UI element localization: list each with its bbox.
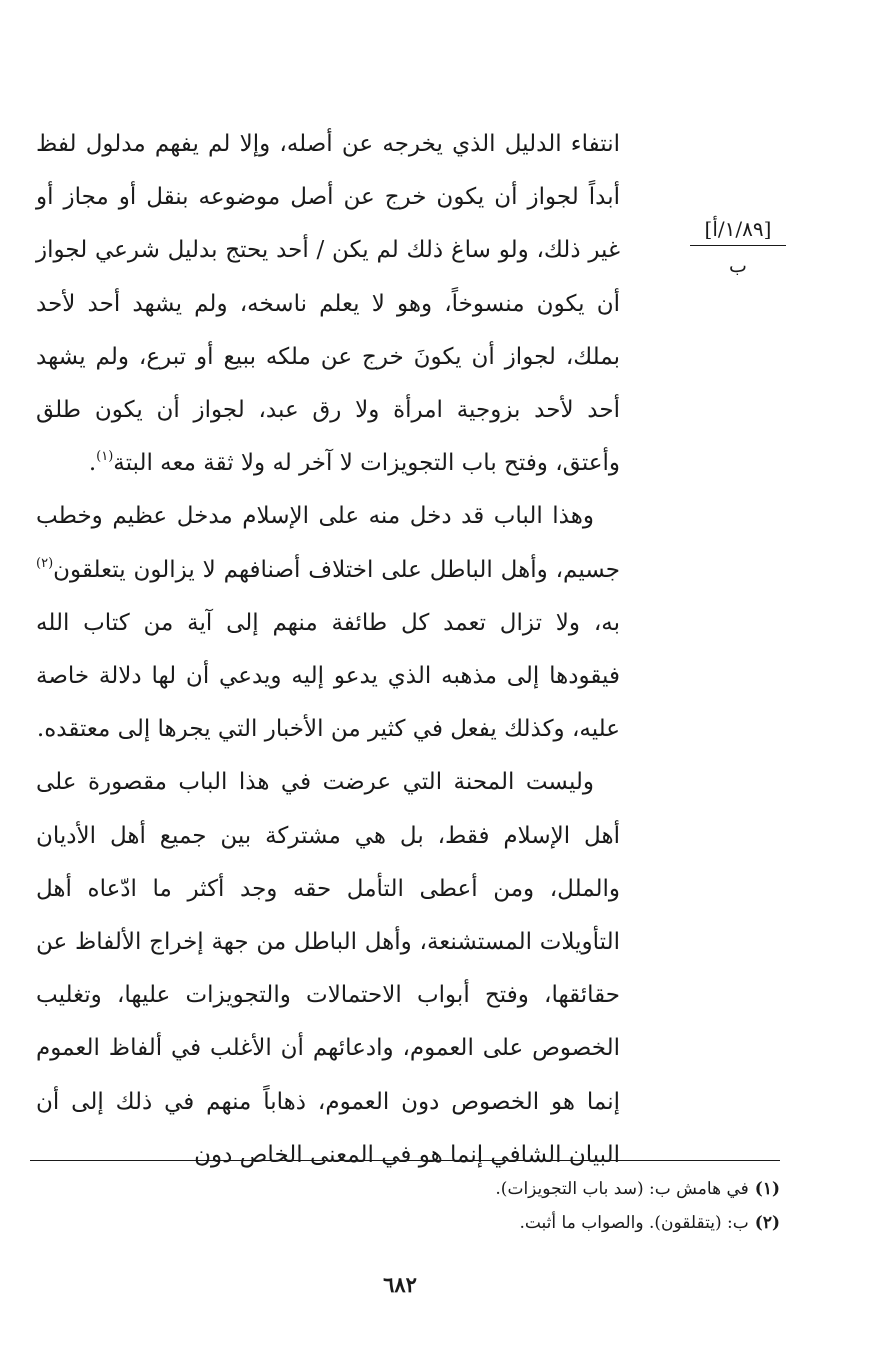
paragraph-2-text-before: وهذا الباب قد دخل منه على الإسلام مدخل عظيم وخطب جسيم، وأهل الباطل على اختلاف أصنافهم لا يزالون يتعلقون	[36, 503, 620, 583]
manuscript-siglum: ب	[729, 255, 747, 277]
page-number: ٦٨٢	[383, 1272, 417, 1297]
footnotes-section	[30, 1172, 780, 1240]
paragraph-1-tail: .	[88, 450, 97, 477]
paragraph-3-text: وليست المحنة التي عرضت في هذا الباب مقصورة على أهل الإسلام فقط، بل هي مشتركة بين جميع أهل الأديان والملل، ومن أعطى التأمل حقه وجد أكثر ما ادّعاه أهل التأويلات المستشنعة، وأهل الباطل من جهة إخراج الألفاظ عن حقائقها، وفتح أبواب الاحتمالات والتجويزات عليها، وتغليب الخصوص على العموم، وادعائهم أن الأغلب في ألفاظ العموم إنما هو الخصوص دون العموم، ذهاباً منهم في ذلك إلى أن البيان الشافي إنما هو في المعنى الخاص دون	[36, 769, 620, 1168]
footnote-1-number: (١)	[754, 1179, 780, 1199]
footnote-2-text: ب: (يتقلقون). والصواب ما أثبت.	[519, 1213, 749, 1233]
paragraph-1	[36, 118, 620, 490]
paragraph-1-text: انتفاء الدليل الذي يخرجه عن أصله، وإلا لم يفهم مدلول لفظ أبداً لجواز أن يكون خرج عن أصل موضوعه بنقل أو مجاز أو غير ذلك، ولو ساغ ذلك لم يكن / أحد يحتج بدليل شرعي لجواز أن يكون منسوخاً، وهو لا يعلم ناسخه، ولم يشهد أحد لأحد بملك، لجواز أن يكونَ خرج عن ملكه ببيع أو تبرع، ولم يشهد أحد لأحد بزوجية امرأة ولا رق عبد، لجواز أن يكون طلق وأعتق، وفتح باب التجويزات لا آخر له ولا ثقة معه البتة	[36, 131, 620, 477]
footnote-1	[30, 1172, 780, 1206]
footnote-marker-2[interactable]: (٢)	[36, 555, 54, 571]
folio-reference: [١/٨٩/أ]	[690, 215, 786, 246]
footnote-2-number: (٢)	[754, 1213, 780, 1233]
footnote-divider	[30, 1160, 780, 1161]
paragraph-2	[36, 490, 620, 756]
paragraph-2-text-after: به، ولا تزال تعمد كل طائفة منهم إلى آية من كتاب الله فيقودها إلى مذهبه الذي يدعو إليه ويدعي أن لها دلالة خاصة عليه، وكذلك يفعل في كثير من الأخبار التي يجرها إلى معتقده.	[36, 609, 620, 743]
footnote-2	[30, 1206, 780, 1240]
main-text-body	[36, 118, 620, 1182]
margin-manuscript-reference	[690, 215, 786, 280]
paragraph-3	[36, 756, 620, 1182]
footnote-1-text: في هامش ب: (سد باب التجويزات).	[495, 1179, 749, 1199]
footnote-marker-1[interactable]: (١)	[96, 449, 114, 465]
